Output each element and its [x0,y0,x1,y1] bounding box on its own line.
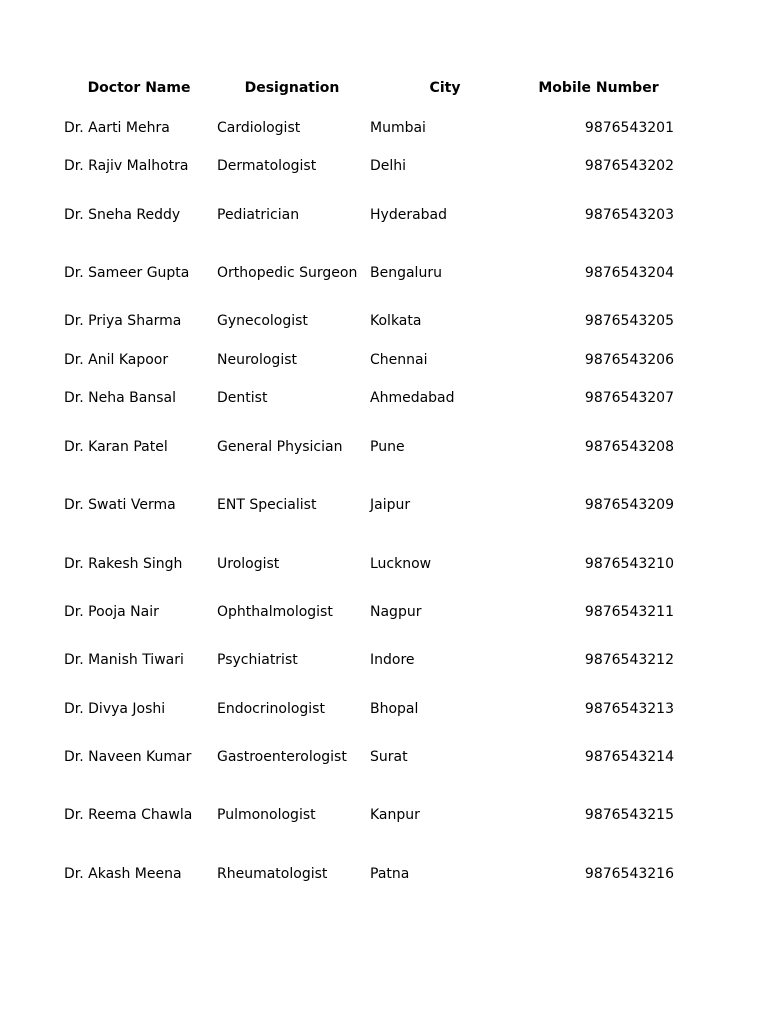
cell-mobile-number: 9876543202 [584,158,674,174]
header-doctor-name: Doctor Name [87,80,191,96]
cell-designation: Gynecologist [217,313,308,329]
cell-designation: Ophthalmologist [217,604,333,620]
cell-doctor-name: Dr. Anil Kapoor [64,352,169,368]
cell-mobile-number: 9876543203 [584,207,674,223]
cell-mobile-number: 9876543211 [584,604,674,620]
cell-designation: Endocrinologist [217,701,325,717]
cell-city: Chennai [370,352,428,368]
cell-city: Indore [370,652,415,668]
cell-doctor-name: Dr. Karan Patel [64,439,168,455]
cell-designation: Neurologist [217,352,297,368]
cell-doctor-name: Dr. Divya Joshi [64,701,166,717]
cell-doctor-name: Dr. Sneha Reddy [64,207,181,223]
cell-designation: Dentist [217,390,268,406]
cell-doctor-name: Dr. Reema Chawla [64,807,193,823]
cell-city: Bhopal [370,701,419,717]
cell-doctor-name: Dr. Aarti Mehra [64,120,170,136]
cell-mobile-number: 9876543209 [584,497,674,513]
cell-city: Kanpur [370,807,420,823]
cell-doctor-name: Dr. Pooja Nair [64,604,159,620]
cell-designation: Rheumatologist [217,866,328,882]
cell-mobile-number: 9876543212 [584,652,674,668]
cell-doctor-name: Dr. Akash Meena [64,866,182,882]
cell-designation: General Physician [217,439,343,455]
cell-mobile-number: 9876543204 [584,265,674,281]
cell-doctor-name: Dr. Rakesh Singh [64,556,183,572]
cell-city: Patna [370,866,410,882]
cell-doctor-name: Dr. Sameer Gupta [64,265,190,281]
header-mobile-number: Mobile Number [538,80,659,96]
cell-city: Hyderabad [370,207,447,223]
cell-mobile-number: 9876543216 [584,866,674,882]
cell-designation: Orthopedic Surgeon [217,265,358,281]
header-city: City [429,80,461,96]
cell-city: Surat [370,749,408,765]
cell-mobile-number: 9876543213 [584,701,674,717]
cell-city: Lucknow [370,556,432,572]
cell-mobile-number: 9876543215 [584,807,674,823]
cell-city: Ahmedabad [370,390,455,406]
cell-city: Delhi [370,158,407,174]
cell-mobile-number: 9876543201 [584,120,674,136]
cell-city: Nagpur [370,604,422,620]
cell-designation: Urologist [217,556,280,572]
cell-mobile-number: 9876543210 [584,556,674,572]
cell-city: Kolkata [370,313,422,329]
cell-designation: Dermatologist [217,158,317,174]
cell-mobile-number: 9876543214 [584,749,674,765]
cell-designation: ENT Specialist [217,497,317,513]
cell-doctor-name: Dr. Swati Verma [64,497,176,513]
cell-doctor-name: Dr. Neha Bansal [64,390,176,406]
cell-city: Pune [370,439,405,455]
cell-doctor-name: Dr. Rajiv Malhotra [64,158,189,174]
cell-doctor-name: Dr. Priya Sharma [64,313,182,329]
cell-designation: Gastroenterologist [217,749,347,765]
cell-designation: Pediatrician [217,207,300,223]
cell-doctor-name: Dr. Naveen Kumar [64,749,192,765]
cell-mobile-number: 9876543208 [584,439,674,455]
cell-city: Jaipur [370,497,411,513]
cell-city: Bengaluru [370,265,442,281]
cell-mobile-number: 9876543207 [584,390,674,406]
cell-doctor-name: Dr. Manish Tiwari [64,652,184,668]
cell-mobile-number: 9876543205 [584,313,674,329]
cell-designation: Psychiatrist [217,652,298,668]
cell-mobile-number: 9876543206 [584,352,674,368]
cell-designation: Cardiologist [217,120,301,136]
header-designation: Designation [244,80,340,96]
cell-designation: Pulmonologist [217,807,316,823]
cell-city: Mumbai [370,120,426,136]
